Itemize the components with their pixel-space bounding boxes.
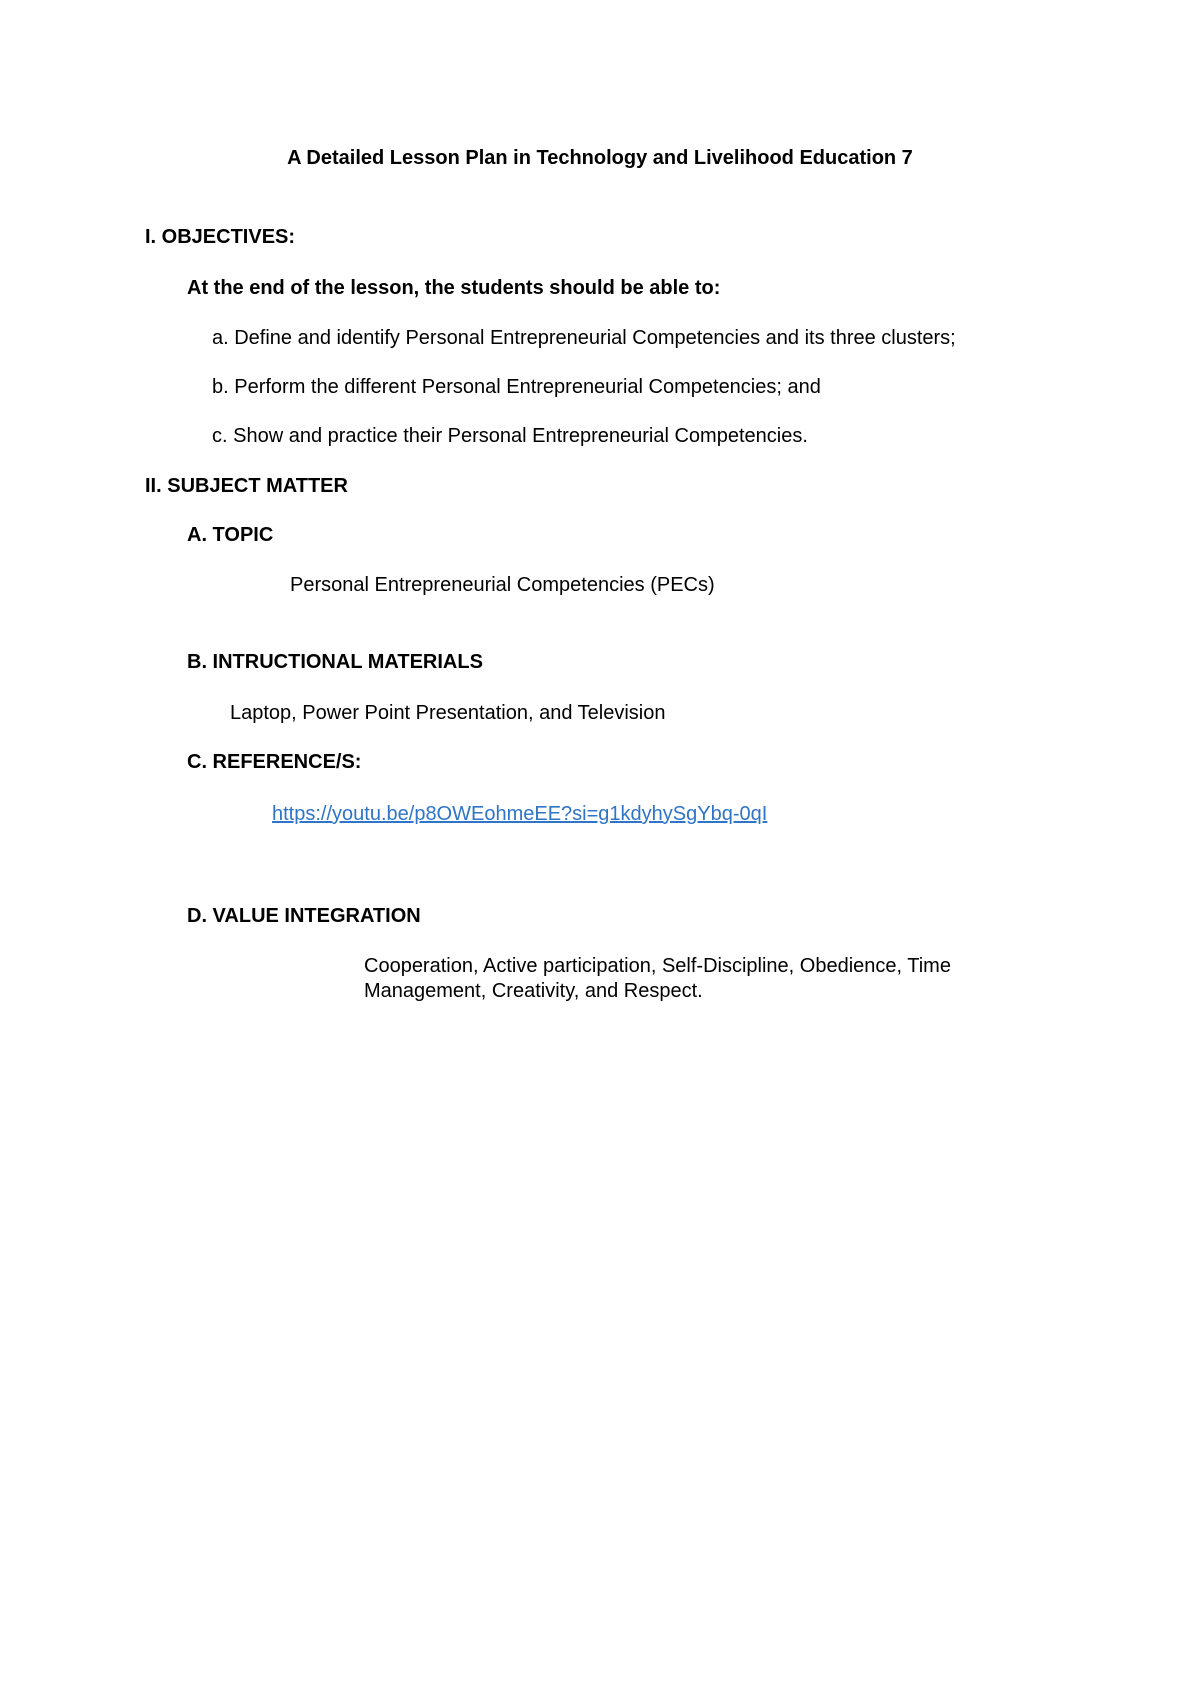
materials-text: Laptop, Power Point Presentation, and Television — [230, 702, 666, 724]
objective-item-b: b. Perform the different Personal Entrepreneurial Competencies; and — [212, 376, 821, 398]
value-integration-heading: D. VALUE INTEGRATION — [187, 905, 421, 927]
objectives-intro: At the end of the lesson, the students should be able to: — [187, 277, 721, 299]
objective-item-a: a. Define and identify Personal Entrepreneurial Competencies and its three clusters; — [212, 327, 956, 349]
value-integration-text: Cooperation, Active participation, Self-Discipline, Obedience, Time Management, Creativity, and Respect. — [364, 955, 951, 1002]
references-heading: C. REFERENCE/S: — [187, 751, 362, 773]
objectives-heading: I. OBJECTIVES: — [145, 226, 296, 248]
subject-matter-heading: II. SUBJECT MATTER — [145, 475, 348, 497]
topic-heading: A. TOPIC — [187, 524, 274, 546]
reference-link[interactable]: https://youtu.be/p8OWEohmeEE?si=g1kdyhySgYbq-0qI — [272, 803, 768, 825]
document-title: A Detailed Lesson Plan in Technology and Livelihood Education 7 — [287, 147, 913, 169]
objective-item-c: c. Show and practice their Personal Entrepreneurial Competencies. — [212, 425, 808, 447]
topic-text: Personal Entrepreneurial Competencies (PECs) — [290, 574, 715, 596]
materials-heading: B. INTRUCTIONAL MATERIALS — [187, 651, 483, 673]
